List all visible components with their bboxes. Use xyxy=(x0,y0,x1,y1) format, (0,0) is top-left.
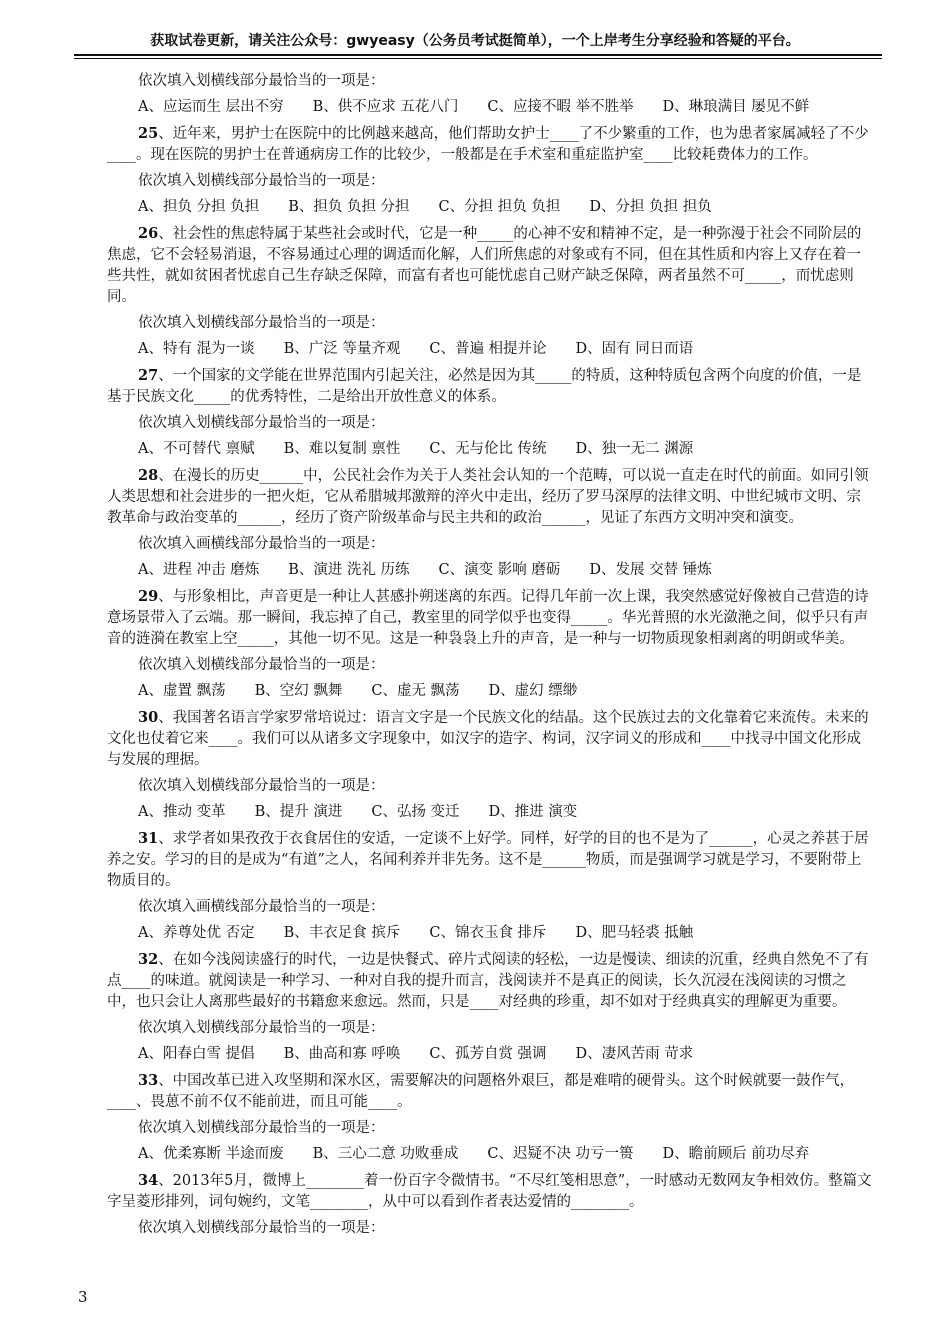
question-text: 、一个国家的文学能在世界范围内引起关注，必然是因为其_____的特质，这种特质包含两个向度的价值，一是基于民族文化_____的优秀特性，二是给出开放性意义的体系。 xyxy=(107,368,862,405)
question-prompt: 依次填入划横线部分最恰当的一项是： xyxy=(138,778,385,794)
question-text: 、中国改革已进入攻坚期和深水区，需要解决的问题格外艰巨，都是难啃的硬骨头。这个时候就要一鼓作气，____、畏葸不前不仅不能前进，而且可能____。 xyxy=(107,1073,855,1110)
question-33 xyxy=(107,1070,873,1113)
question-prompt: 依次填入划横线部分最恰当的一项是： xyxy=(138,415,385,431)
answer-options: A、应运而生 层出不穷 B、供不应求 五花八门 C、应接不暇 举不胜举 D、琳琅满目 屡见不鲜 xyxy=(138,99,810,115)
question-prompt: 依次填入画横线部分最恰当的一项是： xyxy=(138,899,385,915)
question-number: 27 xyxy=(138,367,159,384)
question-number: 29 xyxy=(138,588,159,605)
question-number: 30 xyxy=(138,709,159,726)
question-text: 、2013年5月，微博上________着一份百字令微情书。“不尽红笺相思意”，一时感动无数网友争相效仿。整篇文字呈菱形排列，词句婉约，文笔________，从中可以看到作者表达爱情的________。 xyxy=(107,1173,872,1210)
question-prompt: 依次填入划横线部分最恰当的一项是： xyxy=(138,315,385,331)
question-number: 28 xyxy=(138,467,159,484)
question-32 xyxy=(107,949,873,1013)
question-number: 31 xyxy=(138,830,159,847)
answer-options: A、特有 混为一谈 B、广泛 等量齐观 C、普遍 相提并论 D、固有 同日而语 xyxy=(138,341,694,357)
question-27 xyxy=(107,365,873,408)
question-text: 、求学者如果孜孜于衣食居住的安适，一定谈不上好学。同样，好学的目的也不是为了______，心灵之养甚于居养之安。学习的目的是成为“有道”之人，名闻利养并非先务。这不是______物质，而是强调学习就是学习，不要附带上物质目的。 xyxy=(107,831,869,889)
answer-options: A、进程 冲击 磨炼 B、演进 洗礼 历练 C、演变 影响 磨砺 D、发展 交替 锤炼 xyxy=(138,562,712,578)
question-prompt: 依次填入划横线部分最恰当的一项是： xyxy=(138,1120,385,1136)
answer-options: A、虚置 飘荡 B、空幻 飘舞 C、虚无 飘荡 D、虚幻 缥缈 xyxy=(138,683,578,699)
question-number: 33 xyxy=(138,1072,159,1089)
question-text: 、社会性的焦虑特属于某些社会或时代，它是一种_____的心神不安和精神不定，是一种弥漫于社会不同阶层的焦虑，它不会轻易消退，不容易通过心理的调适而化解，人们所焦虑的对象或有不同，但在其性质和内容上又存在着一些共性，就如贫困者忧虑自己生存缺乏保障，而富有者也可能忧虑自己财产缺乏保障，两者虽然不可_____，而忧虑则同。 xyxy=(107,226,862,305)
question-prompt: 依次填入划横线部分最恰当的一项是： xyxy=(138,173,385,189)
question-34 xyxy=(107,1170,873,1213)
header-rule xyxy=(74,54,882,56)
question-text: 、在漫长的历史______中，公民社会作为关于人类社会认知的一个范畴，可以说一直走在时代的前面。如同引领人类思想和社会进步的一把火炬，它从希腊城邦激辩的淬火中走出，经历了罗马深厚的法律文明、中世纪城市文明、宗教革命与政治变革的______，经历了资产阶级革命与民主共和的政治______，见证了东西方文明冲突和演变。 xyxy=(107,468,869,526)
answer-options: A、优柔寡断 半途而废 B、三心二意 功败垂成 C、迟疑不决 功亏一篑 D、瞻前顾后 前功尽弃 xyxy=(138,1146,810,1162)
question-prompt: 依次填入划横线部分最恰当的一项是： xyxy=(138,657,385,673)
question-29 xyxy=(107,586,873,650)
answer-options: A、推动 变革 B、提升 演进 C、弘扬 变迁 D、推进 演变 xyxy=(138,804,578,820)
answer-options: A、养尊处优 否定 B、丰衣足食 摈斥 C、锦衣玉食 排斥 D、肥马轻裘 抵触 xyxy=(138,925,694,941)
answer-options: A、阳春白雪 提倡 B、曲高和寡 呼唤 C、孤芳自赏 强调 D、凄风苦雨 苛求 xyxy=(138,1046,694,1062)
question-text: 、与形象相比，声音更是一种让人甚感扑朔迷离的东西。记得几年前一次上课，我突然感觉好像被自己营造的诗意场景带入了云端。那一瞬间，我忘掉了自己，教室里的同学似乎也变得_____。华光普照的水光潋滟之间，似乎只有声音的涟漪在教室上空_____，其他一切不见。这是一种袅袅上升的声音，是一种与一切物质现象相剥离的明朗或华美。 xyxy=(107,589,869,647)
page-number: 3 xyxy=(78,1288,88,1306)
question-25 xyxy=(107,123,873,166)
answer-options: A、不可替代 禀赋 B、难以复制 禀性 C、无与伦比 传统 D、独一无二 渊源 xyxy=(138,441,694,457)
question-prompt: 依次填入画横线部分最恰当的一项是： xyxy=(138,536,385,552)
question-prompt: 依次填入划横线部分最恰当的一项是： xyxy=(138,73,385,89)
question-number: 26 xyxy=(138,225,159,242)
question-text: 、近年来，男护士在医院中的比例越来越高，他们帮助女护士____了不少繁重的工作，也为患者家属减轻了不少____。现在医院的男护士在普通病房工作的比较少，一般都是在手术室和重症监护室____比较耗费体力的工作。 xyxy=(107,126,869,163)
question-prompt: 依次填入划横线部分最恰当的一项是： xyxy=(138,1220,385,1236)
question-text: 、我国著名语言学家罗常培说过：语言文字是一个民族文化的结晶。这个民族过去的文化靠着它来流传。未来的文化也仗着它来____。我们可以从诸多文字现象中，如汉字的造字、构词，汉字词义的形成和____中找寻中国文化形成与发展的理据。 xyxy=(107,710,869,768)
answer-options: A、担负 分担 负担 B、担负 负担 分担 C、分担 担负 负担 D、分担 负担 担负 xyxy=(138,199,712,215)
question-28 xyxy=(107,465,873,529)
question-prompt: 依次填入划横线部分最恰当的一项是： xyxy=(138,1020,385,1036)
question-30 xyxy=(107,707,873,771)
document-body xyxy=(107,66,873,1239)
header-rule-thin xyxy=(74,58,882,59)
question-number: 32 xyxy=(138,951,159,968)
question-number: 34 xyxy=(138,1172,159,1189)
question-31 xyxy=(107,828,873,892)
question-text: 、在如今浅阅读盛行的时代，一边是快餐式、碎片式阅读的轻松，一边是慢读、细读的沉重，经典自然免不了有点____的味道。就阅读是一种学习、一种对自我的提升而言，浅阅读并不是真正的阅读，长久沉浸在浅阅读的习惯之中，也只会让人离那些最好的书籍愈来愈远。然而，只是____对经典的珍重，却不如对于经典真实的理解更为重要。 xyxy=(107,952,869,1010)
question-number: 25 xyxy=(138,125,159,142)
question-26 xyxy=(107,223,873,308)
page-header: 获取试卷更新，请关注公众号：gwyeasy（公务员考试挺简单），一个上岸考生分享经验和答疑的平台。 xyxy=(150,33,800,49)
